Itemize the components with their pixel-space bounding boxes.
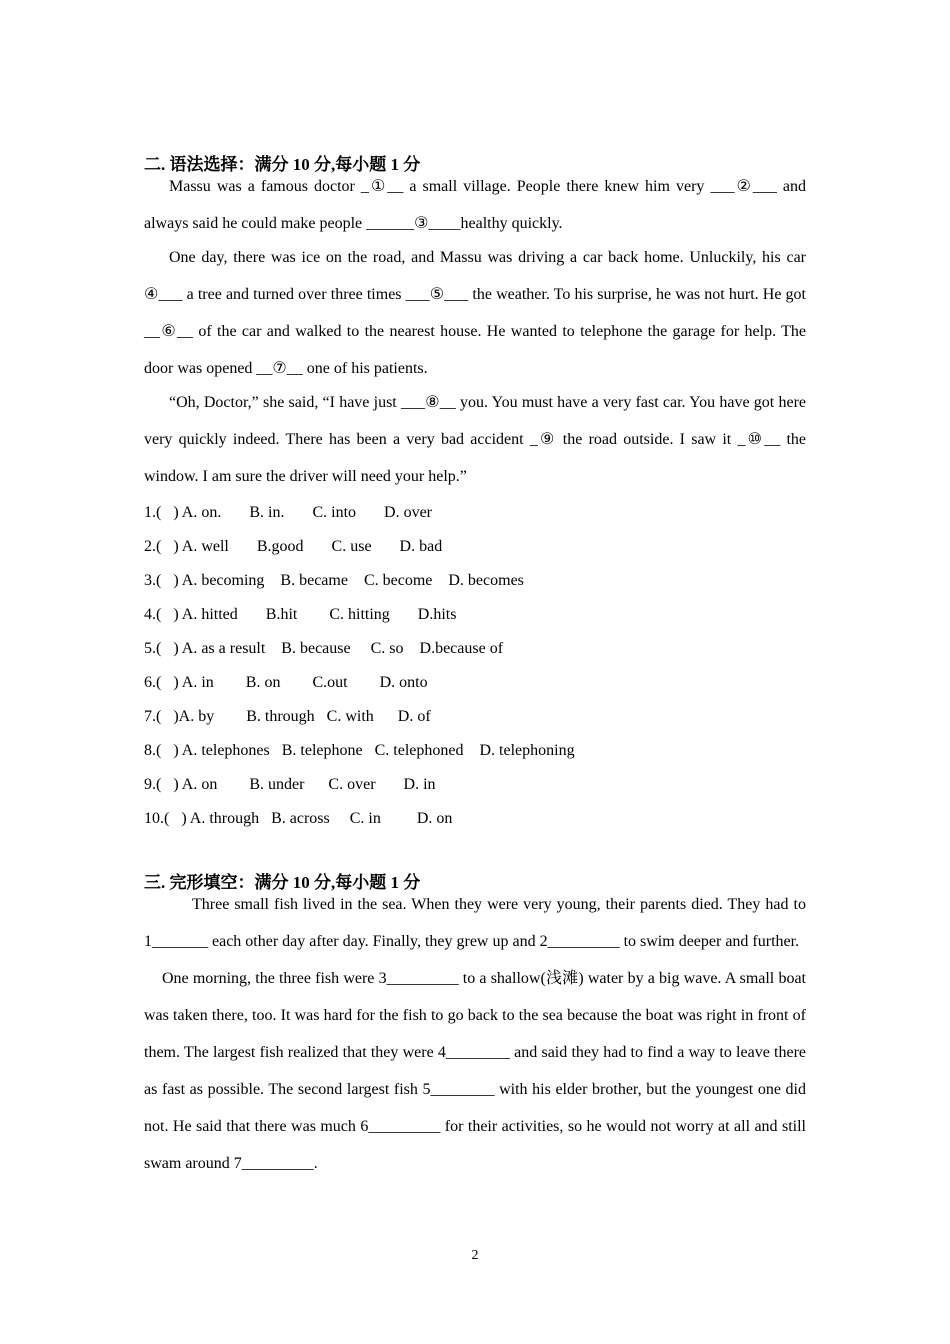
passage-paragraph: Massu was a famous doctor _①__ a small village. People there knew him very ___②___ and always said he could make people ______③____healthy quickly. [144,178,806,232]
option-line: 1.( ) A. on. B. in. C. into D. over [144,504,432,521]
option-line: 9.( ) A. on B. under C. over D. in [144,776,436,793]
section-2-heading: 二. 语法选择：满分 10 分,每小题 1 分 [144,155,421,174]
option-line: 5.( ) A. as a result B. because C. so D.because of [144,640,504,657]
passage-paragraph: One day, there was ice on the road, and Massu was driving a car back home. Unluckily, his car ④___ a tree and turned over three times ___⑤___ the weather. To his surprise, he was not hurt. He got __⑥__ of the car and walked to the nearest house. He wanted to telephone the garage for help. The door was opened __⑦__ one of his patients. [144,249,806,377]
option-line: 4.( ) A. hitted B.hit C. hitting D.hits [144,606,457,623]
passage-paragraph: “Oh, Doctor,” she said, “I have just ___⑧__ you. You must have a very fast car. You have got here very quickly indeed. There has been a very bad accident _⑨ the road outside. I saw it _⑩__ the window. I am sure the driver will need your help.” [144,394,806,485]
section-3-heading: 三. 完形填空：满分 10 分,每小题 1 分 [144,873,421,892]
section-2-passage [144,168,806,495]
option-line: 3.( ) A. becoming B. became C. become D. becomes [144,572,524,589]
option-line: 2.( ) A. well B.good C. use D. bad [144,538,443,555]
option-line: 7.( )A. by B. through C. with D. of [144,708,431,725]
option-line: 8.( ) A. telephones B. telephone C. telephoned D. telephoning [144,742,575,759]
section-3-passage [144,886,806,1182]
option-line: 6.( ) A. in B. on C.out D. onto [144,674,428,691]
passage-paragraph: Three small fish lived in the sea. When they were very young, their parents died. They had to 1_______ each other day after day. Finally, they grew up and 2_________ to swim deeper and further. [144,896,806,950]
page-number: 2 [471,1248,479,1263]
option-line: 10.( ) A. through B. across C. in D. on [144,810,453,827]
passage-paragraph: One morning, the three fish were 3_________ to a shallow(浅滩) water by a big wave. A small boat was taken there, too. It was hard for the fish to go back to the sea because the boat was right in front of them. The largest fish realized that they were 4________ and said they had to find a way to leave there as fast as possible. The second largest fish 5________ with his elder brother, but the youngest one did not. He said that there was much 6_________ for their activities, so he would not worry at all and still swam around 7_________. [144,970,806,1172]
